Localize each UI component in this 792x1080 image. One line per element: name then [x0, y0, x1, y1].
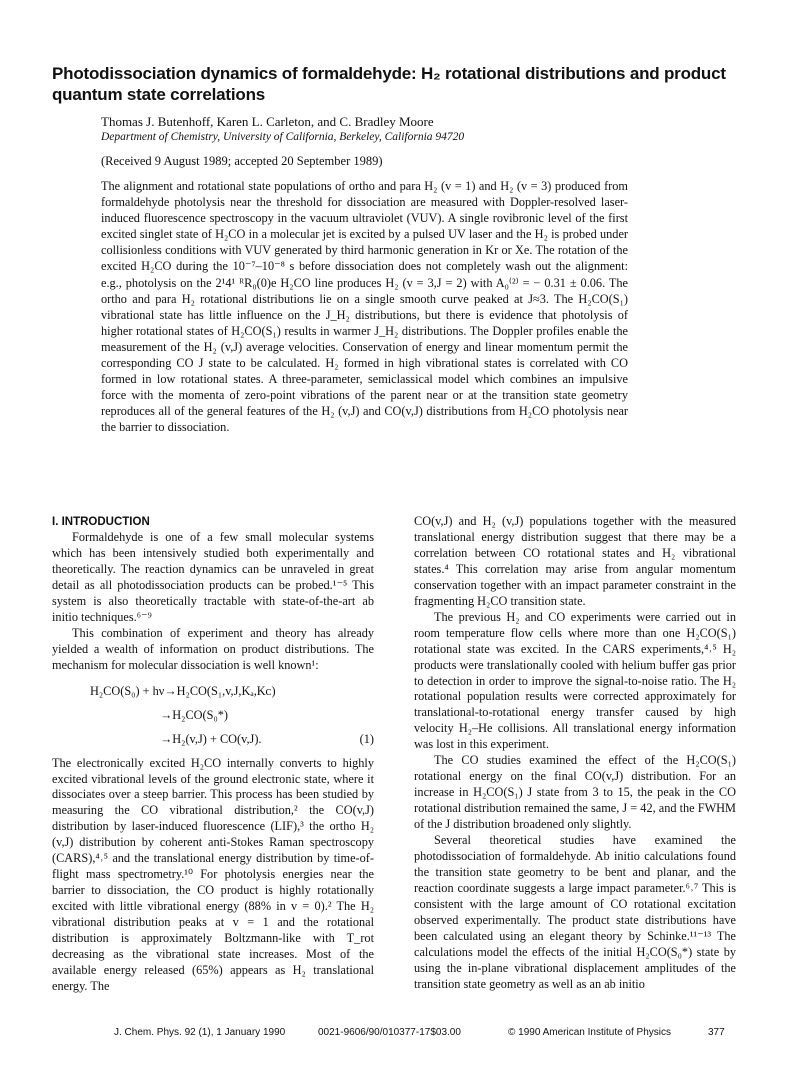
right-paragraph-1: CO(v,J) and H₂ (v,J) populations together with the measured translational energy distribution suggest that there may be a correlation between CO rotational states and H₂ vibrational states.⁴ This correlation may arise from angular momentum conservation together with an impact parameter constraint in the fragmenting H₂CO transition state. [414, 514, 736, 608]
abstract-text: The alignment and rotational state populations of ortho and para H₂ (v = 1) and H₂ (v = 3) produced from formaldehyde photolysis near the threshold for dissociation are measured with Doppler-resolved laser-induced fluorescence spectroscopy in the vacuum ultraviolet (VUV). A single rovibronic level of the first excited singlet state of H₂CO in a molecular jet is excited by a pulsed UV laser and the H₂ is probed under collisionless conditions with VUV generated by third harmonic generation in Kr or Xe. The rotation of the excited H₂CO during the 10⁻⁷–10⁻⁸ s before dissociation does not completely wash out the alignment: e.g., photolysis on the 2¹4¹ ᴿR₀(0)e H₂CO line produces H₂ (v = 3,J = 2) with A₀⁽²⁾ = − 0.31 ± 0.06. The ortho and para H₂ rotational distributions lie on a single smooth curve peaked at J≈3. The H₂CO(S₁) vibrational state has little influence on the J_H₂ distributions, but there is evidence that photolysis of higher rotational states of H₂CO(S₁) results in warmer J_H₂ distributions. The Doppler profiles enable the measurement of the H₂ (v,J) average velocities. Conservation of energy and linear momentum permit the corresponding CO J state to be calculated. H₂ formed in high vibrational states is correlated with CO formed in low rotational states. A three-parameter, semiclassical model which combines an impulsive force with the momenta of zero-point vibrations of the parent near or at the transition state geometry reproduces all of the general features of the H₂ (v,J) and CO(v,J) distributions from H₂CO photolysis near the barrier to dissociation. [101, 179, 628, 435]
right-column [414, 514, 736, 993]
abstract [101, 178, 628, 436]
left-column [52, 514, 374, 995]
equation-line-1: H₂CO(S₀) + hν→H₂CO(S₁,v,J,Kₐ,Kᴄ) [90, 683, 276, 698]
equation-number: (1) [359, 731, 374, 746]
article-code: 0021-9606/90/010377-17$03.00 [318, 1027, 461, 1038]
right-paragraph-3: The CO studies examined the effect of the H₂CO(S₁) rotational energy on the final CO(v,J) distribution. For an increase in H₂CO(S₁) J state from 3 to 15, the peak in the CO rotational distribution remained the same, J = 42, and the FWHM of the J distribution broadened only slightly. [414, 753, 736, 832]
journal-citation: J. Chem. Phys. 92 (1), 1 January 1990 [114, 1027, 286, 1038]
equation-line-3: →H₂(v,J) + CO(v,J). [160, 731, 262, 746]
intro-paragraph-2: This combination of experiment and theory has already yielded a wealth of information on product distributions. The mechanism for molecular dissociation is well known¹: [52, 625, 374, 672]
page-number: 377 [708, 1027, 725, 1038]
intro-paragraph-3: The electronically excited H₂CO internally converts to highly excited vibrational levels of the ground electronic state, where it dissociates over a steep barrier. This process has been studied by measuring the CO vibrational distribution,² the CO(v,J) distribution by laser-induced fluorescence (LIF),³ the ortho H₂ (v,J) distribution by coherent anti-Stokes Raman spectroscopy (CARS),⁴˒⁵ and the translational energy distribution by time-of-flight mass spectrometry.¹⁰ For photolysis energies near the barrier to dissociation, the CO product is highly rotationally excited with little vibrational energy (88% in v = 0).² The H₂ vibrational distribution peaks at v = 1 and the rotational distribution is approximately Boltzmann-like with T_rot decreasing as the vibrational state increases. Most of the available energy released (65%) appears as H₂ translational energy. The [52, 755, 374, 993]
paper-title: Photodissociation dynamics of formaldehyde: H₂ rotational distributions and product quantum state correlations [52, 64, 726, 104]
right-paragraph-4: Several theoretical studies have examined the photodissociation of formaldehyde. Ab initio calculations found the transition state geometry to be bent and planar, and the reaction coordinate suggests a large impact parameter.⁶˒⁷ This is consistent with the large amount of CO rotational excitation observed experimentally. The product state distributions have been calculated using an elegant theory by Schinke.¹¹⁻¹³ The calculations model the effects of the initial H₂CO(S₀*) state by using the in-plane vibrational displacement amplitudes of the transition state geometry as well as an ab initio [414, 833, 736, 991]
equation-1 [52, 680, 374, 752]
affiliation: Department of Chemistry, University of California, Berkeley, California 94720 [101, 131, 465, 143]
section-heading: I. INTRODUCTION [52, 516, 150, 528]
received-dates: (Received 9 August 1989; accepted 20 September 1989) [101, 154, 383, 168]
intro-paragraph-1: Formaldehyde is one of a few small molecular systems which has been intensively studied both experimentally and theoretically. The reaction dynamics can be unraveled in great detail as all photodissociation products can be probed.¹⁻⁵ This system is also theoretically tractable with state-of-the-art ab initio techniques.⁶⁻⁹ [52, 530, 374, 624]
equation-line-2: →H₂CO(S₀*) [160, 707, 229, 722]
author-list: Thomas J. Butenhoff, Karen L. Carleton, and C. Bradley Moore [101, 114, 434, 129]
page-footer [0, 1027, 792, 1043]
copyright-notice: © 1990 American Institute of Physics [508, 1027, 672, 1038]
right-paragraph-2: The previous H₂ and CO experiments were carried out in room temperature flow cells where more than one H₂CO(S₁) rotational state was excited. In the CARS experiments,⁴˒⁵ H₂ products were translationally cooled with helium buffer gas prior to detection in order to improve the signal-to-noise ratio. The H₂ rotational population results were corrected approximately for translational-to-rotational energy transfer caused by high velocity H₂–He collisions. All translational energy information was lost in this experiment. [414, 609, 736, 752]
